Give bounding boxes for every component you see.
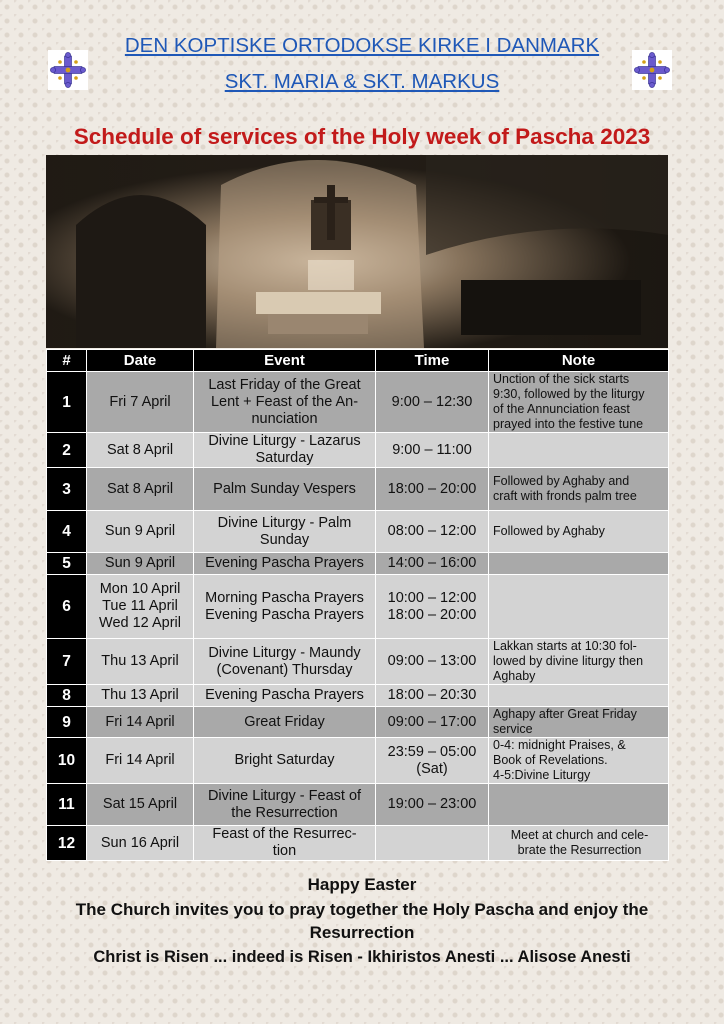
footer: [0, 874, 724, 968]
invitation-text: The Church invites you to pray together the Holy Pascha and enjoy the Resurrection: [75, 900, 649, 942]
event-line: Lent + Feast of the An-: [210, 393, 359, 410]
event-line: the Resurrection: [231, 804, 338, 821]
cell-time: [376, 738, 489, 784]
row-number: 6: [47, 575, 87, 639]
cell-note: [489, 468, 669, 511]
row-number: 11: [47, 784, 87, 826]
time-line: 19:00 – 23:00: [387, 796, 477, 812]
cell-event: [194, 738, 376, 784]
time-line: 10:00 – 12:00: [387, 589, 477, 606]
date-line: Fri 7 April: [109, 393, 171, 410]
cell-time: [376, 433, 489, 468]
row-number: 1: [47, 372, 87, 433]
cell-note: [489, 784, 669, 826]
cell-time: [376, 372, 489, 433]
table-row: [47, 553, 669, 575]
event-line: Divine Liturgy - Palm: [217, 514, 352, 531]
header-time: Time: [376, 350, 489, 372]
header-num: #: [47, 350, 87, 372]
cell-note: [489, 553, 669, 575]
table-header-row: [47, 350, 669, 372]
note-line: prayed into the festive tune: [493, 417, 644, 431]
cell-time: [376, 784, 489, 826]
event-line: Sunday: [259, 531, 310, 548]
row-number: 3: [47, 468, 87, 511]
cell-time: [376, 468, 489, 511]
happy-easter-text: Happy Easter: [307, 875, 417, 894]
time-line: 18:00 – 20:00: [387, 480, 477, 497]
cell-note: [489, 738, 669, 784]
date-line: Tue 11 April: [102, 598, 178, 614]
cell-event: [194, 468, 376, 511]
date-line: Thu 13 April: [101, 653, 179, 669]
cell-date: [87, 575, 194, 639]
cell-note: [489, 372, 669, 433]
coptic-cross-icon: [48, 50, 88, 90]
note-line: Unction of the sick starts: [493, 372, 630, 386]
cell-note: [489, 826, 669, 861]
table-row: [47, 784, 669, 826]
cell-date: [87, 639, 194, 685]
row-number: 8: [47, 685, 87, 707]
event-line: Bright Saturday: [234, 752, 335, 768]
event-line: Feast of the Resurrec-: [212, 826, 357, 842]
row-number: 7: [47, 639, 87, 685]
cell-date: [87, 468, 194, 511]
table-row: [47, 707, 669, 738]
event-line: Great Friday: [244, 713, 325, 730]
header-date: Date: [87, 350, 194, 372]
date-line: Wed 12 April: [99, 615, 181, 631]
cell-event: [194, 784, 376, 826]
table-row: [47, 639, 669, 685]
time-line: 09:00 – 13:00: [387, 653, 477, 669]
note-line: Followed by Aghaby and: [493, 474, 630, 488]
cell-event: [194, 575, 376, 639]
event-line: nunciation: [251, 410, 318, 427]
cell-note: [489, 685, 669, 707]
date-line: Sun 16 April: [100, 834, 180, 851]
header-event: Event: [194, 350, 376, 372]
cell-event: [194, 639, 376, 685]
note-line: 0-4: midnight Praises, &: [493, 738, 626, 752]
time-line: 08:00 – 12:00: [387, 523, 477, 539]
cell-event: [194, 553, 376, 575]
cell-date: [87, 511, 194, 553]
date-line: Sat 8 April: [106, 441, 174, 458]
event-line: Last Friday of the Great: [208, 376, 361, 393]
cell-date: [87, 553, 194, 575]
cell-event: [194, 826, 376, 861]
time-line: 23:59 – 05:00: [387, 743, 477, 760]
date-line: Thu 13 April: [101, 687, 179, 703]
event-line: Palm Sunday Vespers: [213, 480, 356, 497]
row-number: 4: [47, 511, 87, 553]
coptic-cross-icon: [632, 50, 672, 90]
cell-time: [376, 511, 489, 553]
note-line: 4-5:Divine Liturgy: [493, 768, 591, 782]
note-line: Lakkan starts at 10:30 fol-: [493, 639, 637, 653]
note-line: brate the Resurrection: [517, 843, 642, 857]
table-row: [47, 826, 669, 861]
date-line: Fri 14 April: [105, 752, 175, 768]
time-line: 9:00 – 11:00: [392, 441, 472, 458]
table-row: [47, 433, 669, 468]
table-row: [47, 372, 669, 433]
note-line: Book of Revelations.: [493, 753, 608, 767]
cell-date: [87, 826, 194, 861]
parish-name-line[interactable]: SKT. MARIA & SKT. MARKUS: [224, 70, 500, 93]
note-line: of the Annunciation feast: [493, 402, 630, 416]
schedule-table: [46, 349, 669, 861]
date-line: Sat 8 April: [106, 480, 174, 497]
note-line: craft with fronds palm tree: [493, 489, 637, 503]
event-line: Evening Pascha Prayers: [205, 555, 364, 571]
cell-event: [194, 511, 376, 553]
cell-note: [489, 575, 669, 639]
note-line: Aghapy after Great Friday: [493, 707, 637, 721]
cell-note: [489, 639, 669, 685]
row-number: 2: [47, 433, 87, 468]
cell-note: [489, 511, 669, 553]
date-line: Sun 9 April: [104, 555, 176, 571]
date-line: Fri 14 April: [105, 713, 175, 730]
page-title: Schedule of services of the Holy week of Pascha 2023: [73, 124, 651, 149]
time-line: 18:00 – 20:00: [387, 606, 477, 623]
cell-time: [376, 826, 489, 861]
date-line: Sat 15 April: [102, 796, 178, 812]
header: [0, 28, 724, 100]
time-line: 9:00 – 12:30: [391, 393, 473, 410]
cell-event: [194, 707, 376, 738]
table-row: [47, 575, 669, 639]
time-line: 09:00 – 17:00: [387, 713, 477, 730]
event-line: tion: [272, 843, 297, 859]
cell-time: [376, 707, 489, 738]
row-number: 9: [47, 707, 87, 738]
event-line: Evening Pascha Prayers: [205, 687, 364, 703]
note-line: lowed by divine liturgy then: [493, 654, 644, 668]
cell-note: [489, 707, 669, 738]
table-row: [47, 468, 669, 511]
cell-date: [87, 685, 194, 707]
cell-event: [194, 433, 376, 468]
time-line: 14:00 – 16:00: [387, 555, 477, 571]
header-note: Note: [489, 350, 669, 372]
date-line: Sun 9 April: [104, 523, 176, 539]
christ-is-risen-text: Christ is Risen ... indeed is Risen - Ikhiristos Anesti ... Alisose Anesti: [93, 948, 631, 966]
row-number: 5: [47, 553, 87, 575]
cell-event: [194, 372, 376, 433]
note-line: Meet at church and cele-: [510, 828, 649, 842]
row-number: 12: [47, 826, 87, 861]
note-line: Followed by Aghaby: [493, 524, 605, 538]
time-line: 18:00 – 20:30: [387, 687, 477, 703]
event-line: (Covenant) Thursday: [216, 661, 353, 678]
event-line: Evening Pascha Prayers: [205, 606, 364, 623]
event-line: Divine Liturgy - Feast of: [207, 787, 362, 804]
church-name-line[interactable]: DEN KOPTISKE ORTODOKSE KIRKE I DANMARK: [124, 34, 600, 57]
event-line: Divine Liturgy - Maundy: [208, 644, 361, 661]
cell-date: [87, 707, 194, 738]
event-line: Morning Pascha Prayers: [205, 589, 364, 606]
table-row: [47, 685, 669, 707]
cell-note: [489, 433, 669, 468]
date-line: Mon 10 April: [99, 581, 181, 597]
note-line: Aghaby: [493, 669, 536, 683]
row-number: 10: [47, 738, 87, 784]
table-row: [47, 738, 669, 784]
cell-time: [376, 553, 489, 575]
cell-event: [194, 685, 376, 707]
event-line: Saturday: [255, 450, 314, 466]
event-line: Divine Liturgy - Lazarus: [208, 433, 361, 449]
note-line: 9:30, followed by the liturgy: [493, 387, 645, 401]
cell-date: [87, 738, 194, 784]
cell-date: [87, 372, 194, 433]
note-line: service: [493, 722, 533, 736]
table-row: [47, 511, 669, 553]
cell-date: [87, 784, 194, 826]
cell-time: [376, 639, 489, 685]
church-altar-photo: [46, 155, 668, 348]
cell-date: [87, 433, 194, 468]
cell-time: [376, 685, 489, 707]
cell-time: [376, 575, 489, 639]
time-line: (Sat): [416, 760, 448, 777]
